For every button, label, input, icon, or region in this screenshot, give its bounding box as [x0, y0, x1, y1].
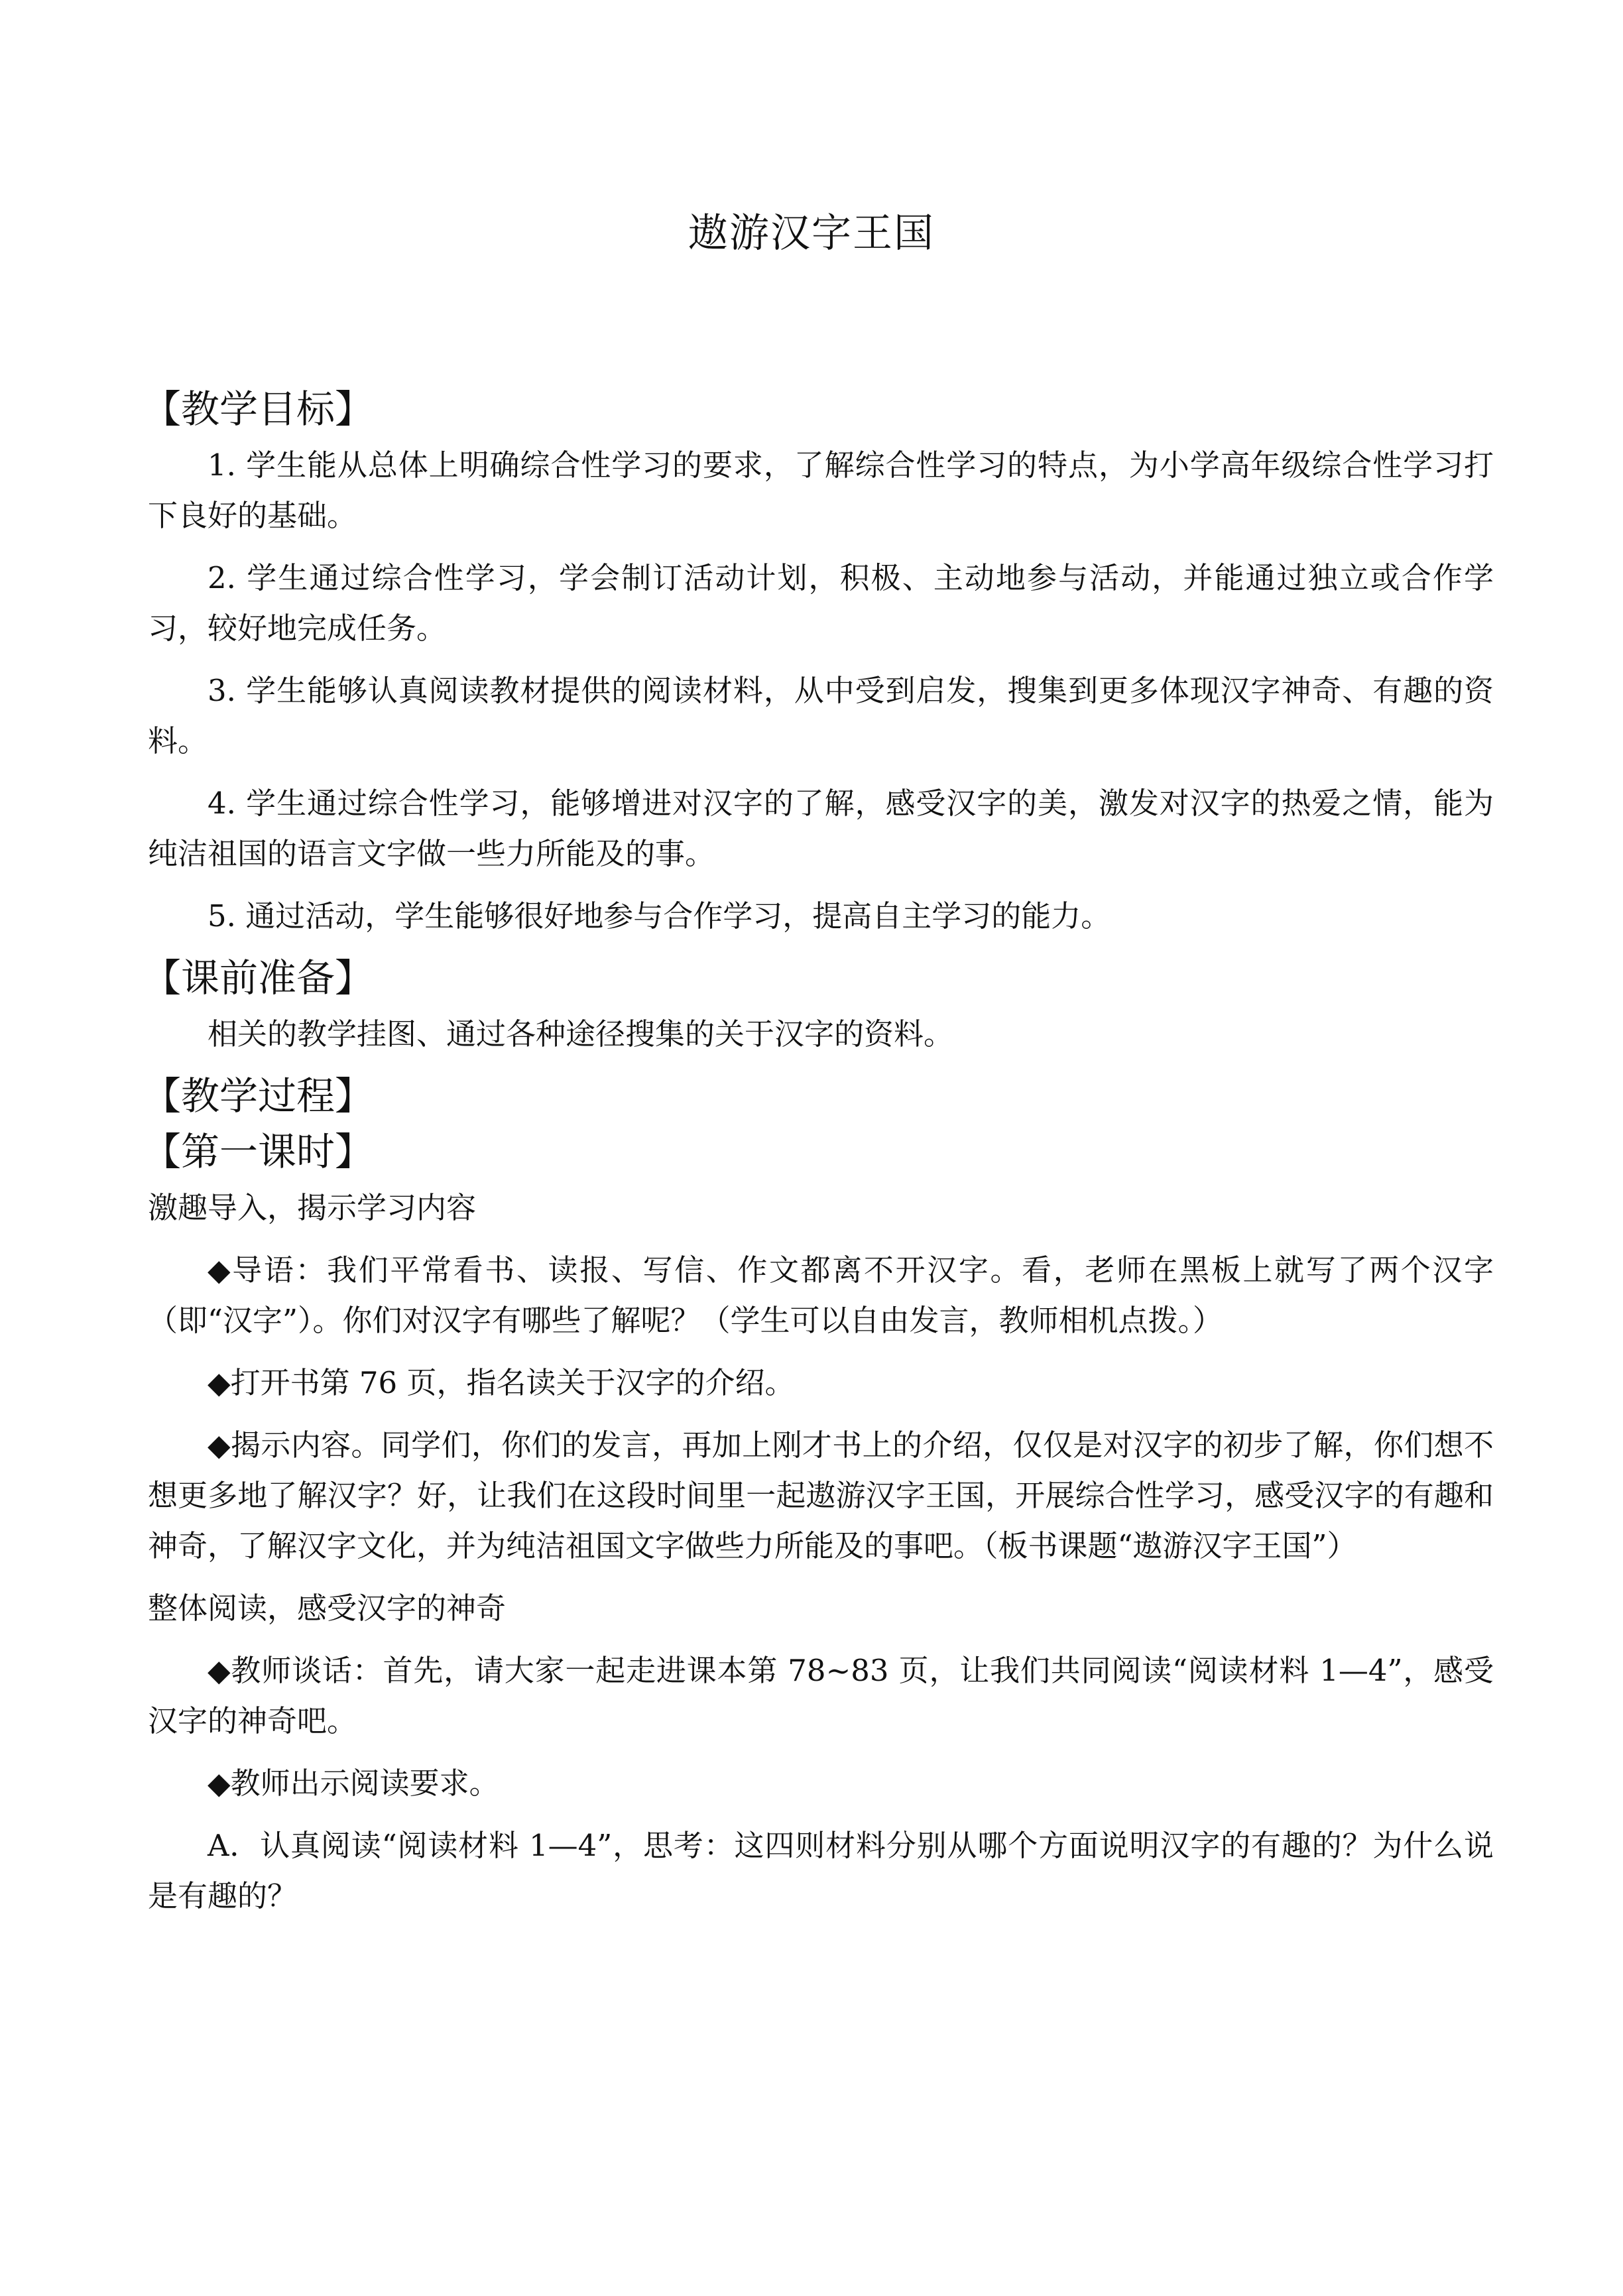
- part1-item: ◆导语：我们平常看书、读报、写信、作文都离不开汉字。看，老师在黑板上就写了两个汉字（即“汉字”）。你们对汉字有哪些了解呢？（学生可以自由发言，教师相机点拨。）: [148, 1252, 1494, 1338]
- part2-item: ◆教师出示阅读要求。: [208, 1766, 499, 1801]
- lesson1-heading: 【第一课时】: [143, 1129, 374, 1174]
- objective-item: 5. 通过活动，学生能够很好地参与合作学习，提高自主学习的能力。: [208, 898, 1111, 934]
- objective-item: 2. 学生通过综合性学习，学会制订活动计划，积极、主动地参与活动，并能通过独立或合作学习，较好地完成任务。: [148, 560, 1494, 646]
- part2-item: ◆教师谈话：首先，请大家一起走进课本第 78~83 页，让我们共同阅读“阅读材料 1—4”，感受汉字的神奇吧。: [148, 1653, 1494, 1738]
- objective-item: 4. 学生通过综合性学习，能够增进对汉字的了解，感受汉字的美，激发对汉字的热爱之情，能为纯洁祖国的语言文字做一些力所能及的事。: [148, 786, 1494, 871]
- objectives-heading: 【教学目标】: [143, 387, 374, 432]
- part1-item: ◆揭示内容。同学们，你们的发言，再加上刚才书上的介绍，仅仅是对汉字的初步了解，你们想不想更多地了解汉字？好，让我们在这段时间里一起遨游汉字王国，开展综合性学习，感受汉字的有趣和神奇，了解汉字文化，并为纯洁祖国文字做些力所能及的事吧。（板书课题“遨游汉字王国”）: [148, 1427, 1494, 1563]
- part2-title: 整体阅读，感受汉字的神奇: [148, 1591, 507, 1626]
- document-title: 遨游汉字王国: [688, 210, 935, 257]
- objective-item: 1. 学生能从总体上明确综合性学习的要求，了解综合性学习的特点，为小学高年级综合性学习打下良好的基础。: [148, 448, 1494, 533]
- prep-text: 相关的教学挂图、通过各种途径搜集的关于汉字的资料。: [208, 1016, 954, 1052]
- part1-item: ◆打开书第 76 页，指名读关于汉字的介绍。: [208, 1365, 795, 1400]
- process-heading: 【教学过程】: [143, 1073, 374, 1118]
- document-body: [143, 385, 1494, 1933]
- part1-title: 激趣导入，揭示学习内容: [148, 1190, 477, 1225]
- part2-item: A．认真阅读“阅读材料 1—4”，思考：这四则材料分别从哪个方面说明汉字的有趣的？为什么说是有趣的？: [148, 1828, 1494, 1913]
- prep-heading: 【课前准备】: [143, 955, 374, 1000]
- objective-item: 3. 学生能够认真阅读教材提供的阅读材料，从中受到启发，搜集到更多体现汉字神奇、有趣的资料。: [148, 673, 1494, 758]
